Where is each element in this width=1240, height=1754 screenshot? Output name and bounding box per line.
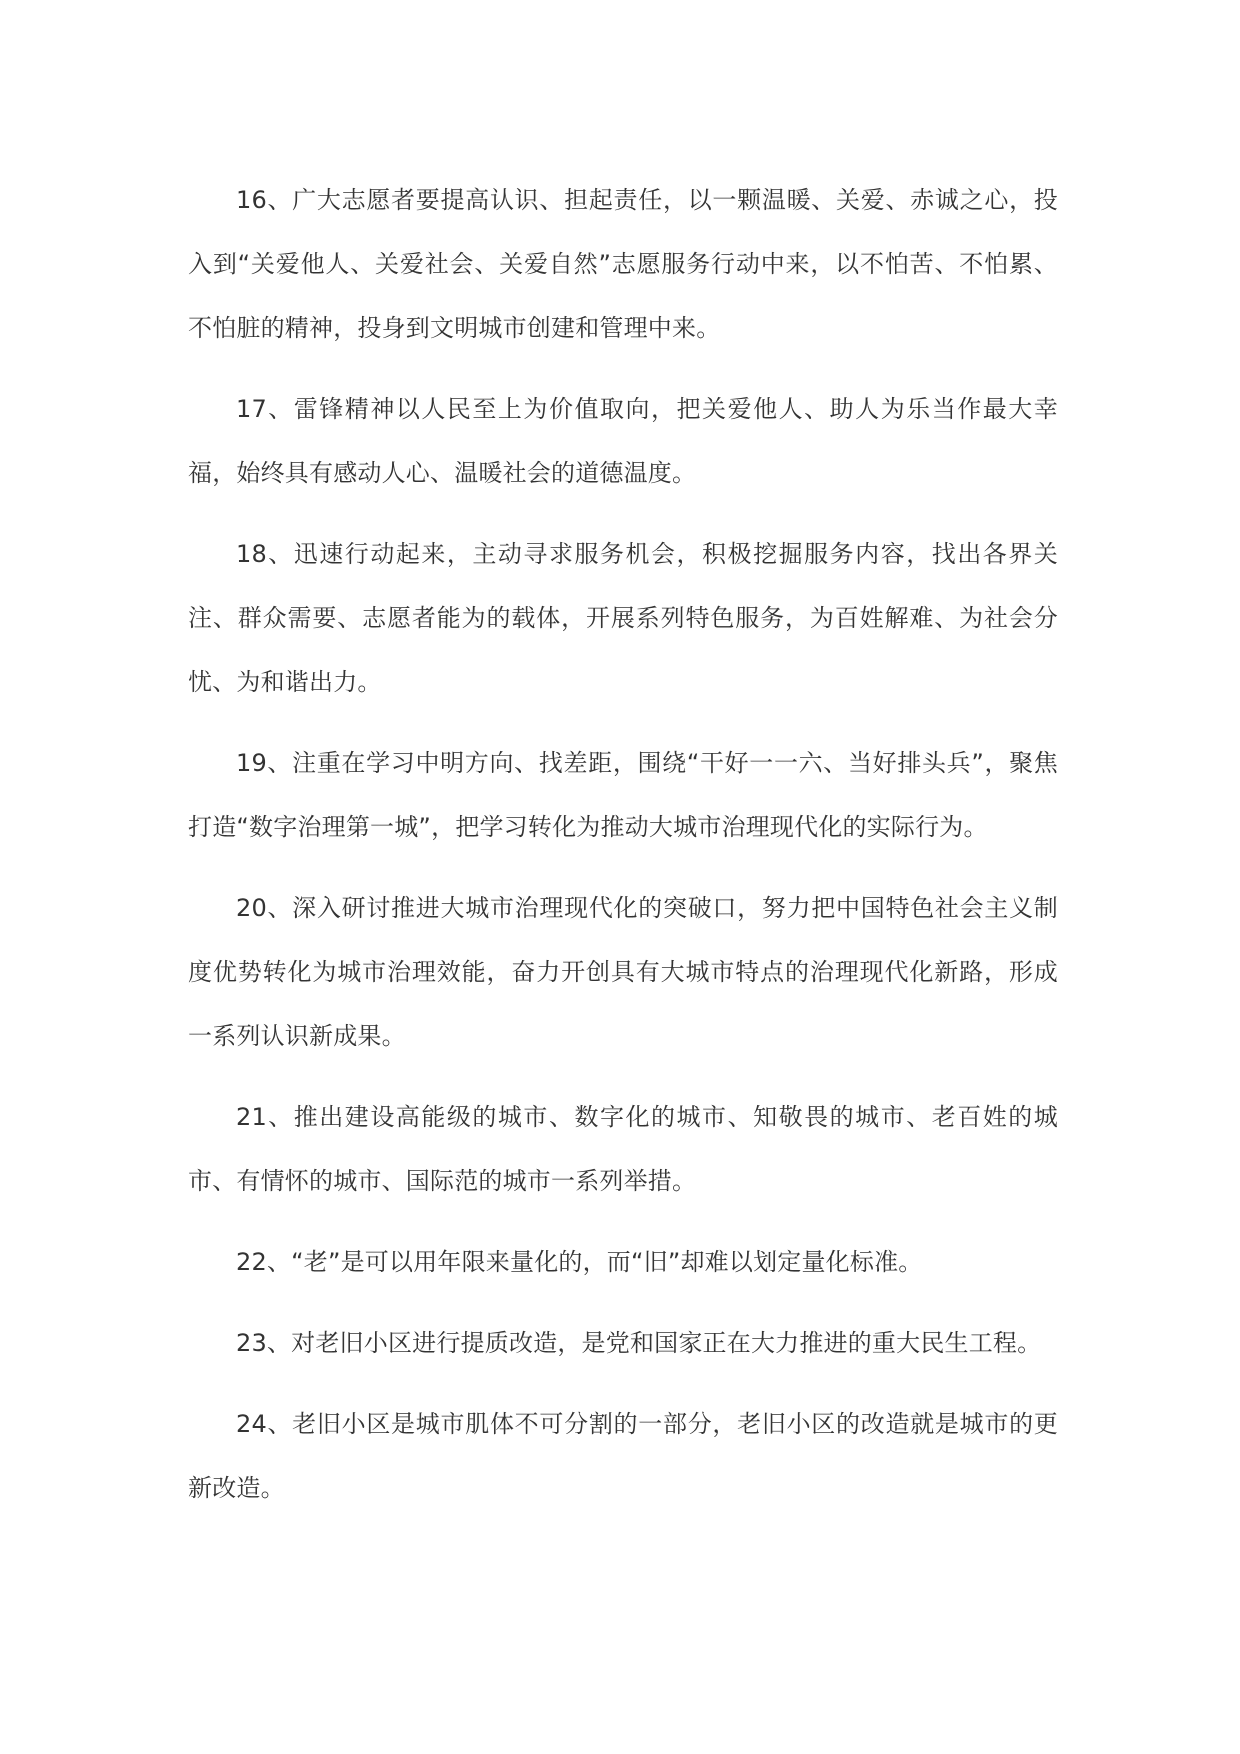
paragraph-16: 16、广大志愿者要提高认识、担起责任，以一颗温暖、关爱、赤诚之心，投入到“关爱他人、关爱社会、关爱自然”志愿服务行动中来，以不怕苦、不怕累、不怕脏的精神，投身到文明城市创建和管理中来。 [188, 186, 1058, 342]
paragraph-18: 18、迅速行动起来，主动寻求服务机会，积极挖掘服务内容，找出各界关注、群众需要、志愿者能为的载体，开展系列特色服务，为百姓解难、为社会分忧、为和谐出力。 [188, 540, 1058, 696]
paragraph-19: 19、注重在学习中明方向、找差距，围绕“干好一一六、当好排头兵”，聚焦打造“数字治理第一城”，把学习转化为推动大城市治理现代化的实际行为。 [188, 749, 1058, 841]
document-body [188, 168, 1058, 1537]
paragraph-20: 20、深入研讨推进大城市治理现代化的突破口，努力把中国特色社会主义制度优势转化为城市治理效能，奋力开创具有大城市特点的治理现代化新路，形成一系列认识新成果。 [188, 894, 1058, 1050]
paragraph-21: 21、推出建设高能级的城市、数字化的城市、知敬畏的城市、老百姓的城市、有情怀的城市、国际范的城市一系列举措。 [188, 1103, 1058, 1195]
paragraph-17: 17、雷锋精神以人民至上为价值取向，把关爱他人、助人为乐当作最大幸福，始终具有感动人心、温暖社会的道德温度。 [188, 395, 1058, 487]
paragraph-24: 24、老旧小区是城市肌体不可分割的一部分，老旧小区的改造就是城市的更新改造。 [188, 1410, 1058, 1502]
paragraph-23: 23、对老旧小区进行提质改造，是党和国家正在大力推进的重大民生工程。 [236, 1329, 1042, 1357]
paragraph-22: 22、“老”是可以用年限来量化的，而“旧”却难以划定量化标准。 [236, 1248, 923, 1276]
